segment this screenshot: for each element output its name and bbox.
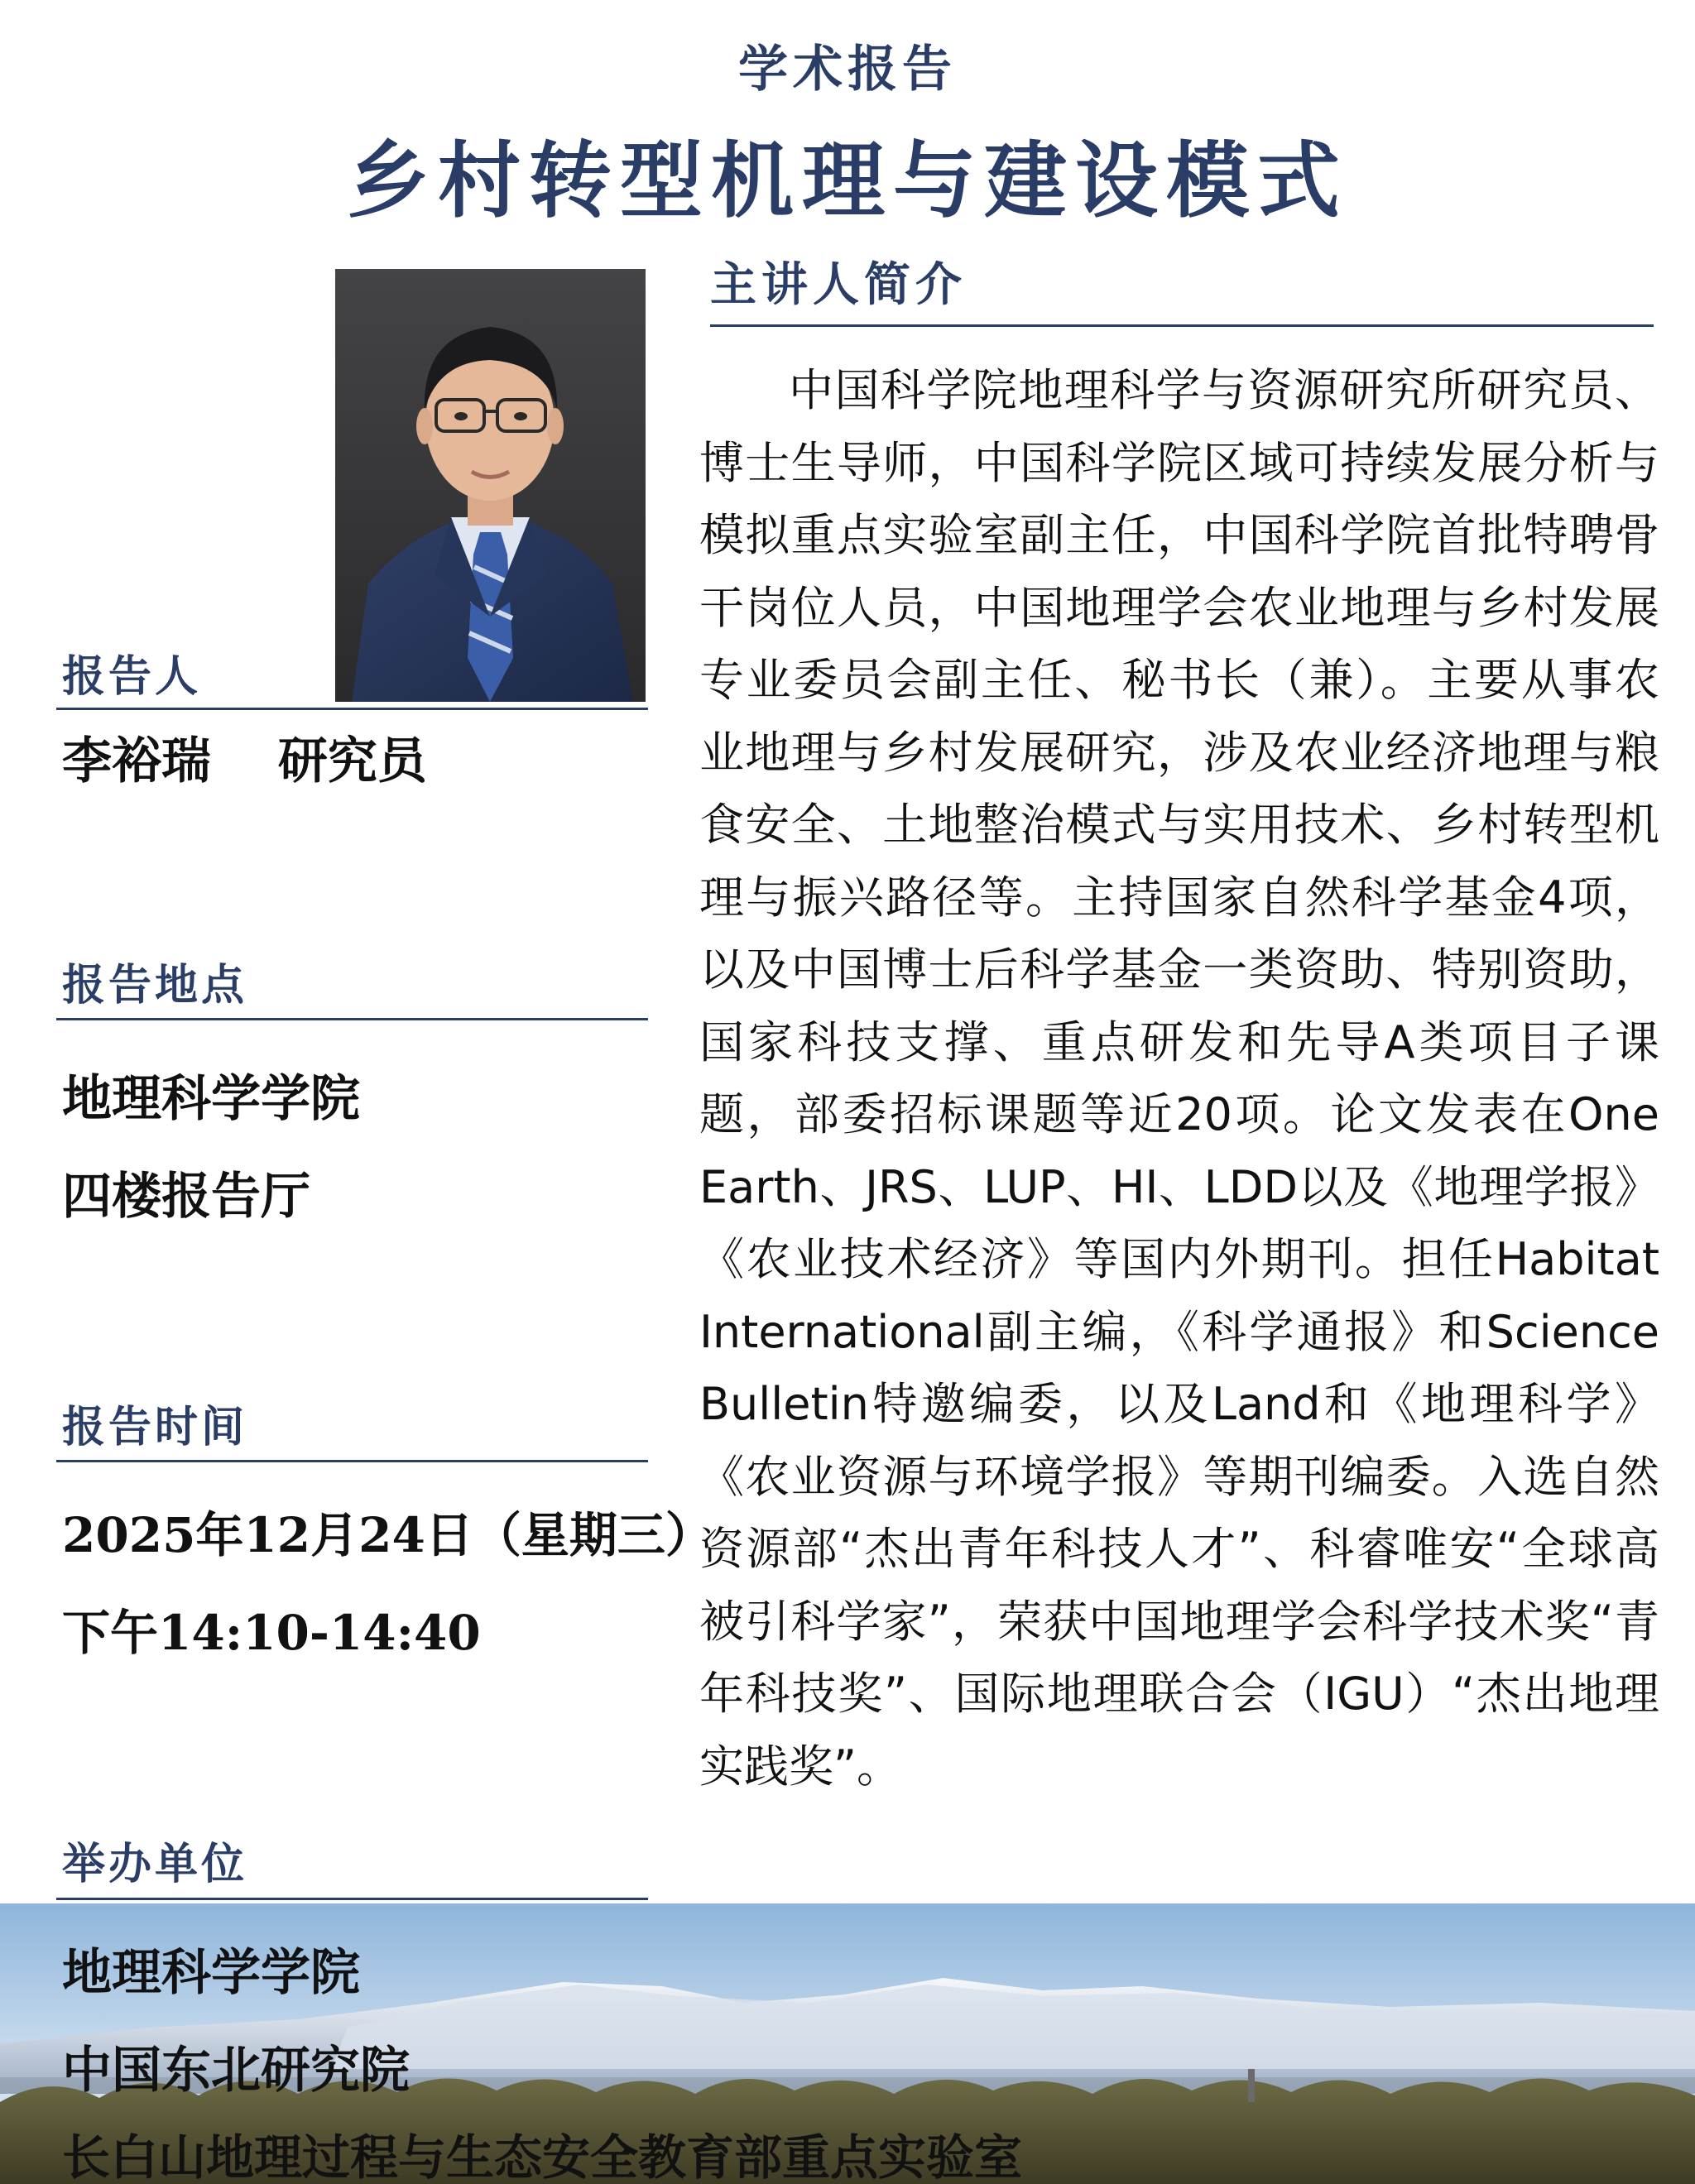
poster-title: 乡村转型机理与建设模式: [347, 132, 1348, 229]
time-rule: [56, 1460, 648, 1462]
bio-rule: [710, 324, 1654, 327]
time-label: 报告时间: [62, 1402, 248, 1452]
location-line-1: 地理科学学院: [62, 1070, 360, 1128]
bio-heading: 主讲人简介: [710, 257, 967, 312]
time-hours: 下午14:10-14:40: [62, 1605, 481, 1661]
organizer-1: 地理科学学院: [62, 1944, 360, 2002]
organizer-2: 中国东北研究院: [62, 2042, 410, 2100]
organizers-rule: [56, 1898, 648, 1900]
bio-text: 中国科学院地理科学与资源研究所研究员、博士生导师，中国科学院区域可持续发展分析与模拟重点实验室副主任，中国科学院首批特聘骨干岗位人员，中国地理学会农业地理与乡村发展专业委员会副主任、秘书长（兼）。主要从事农业地理与乡村发展研究，涉及农业经济地理与粮食安全、土地整治模式与实用技术、乡村转型机理与振兴路径等。主持国家自然科学基金4项，以及中国博士后科学基金一类资助、特别资助，国家科技支撑、重点研发和先导A类项目子课题，部委招标课题等近20项。论文发表在One Earth、JRS、LUP、HI、LDD以及《地理学报》《农业技术经济》等国内外期刊。担任Habitat International副主编，《科学通报》和Science Bulletin特邀编委，以及Land和《地理科学》《农业资源与环境学报》等期刊编委。入选自然资源部“杰出青年科技人才”、科睿唯安“全球高被引科学家”，荣获中国地理学会科学技术奖“青年科技奖”、国际地理联合会（IGU）“杰出地理实践奖”。: [699, 364, 1659, 1793]
organizers-label: 举办单位: [62, 1839, 248, 1889]
speaker-photo: [335, 269, 646, 702]
poster-category: 学术报告: [738, 41, 957, 98]
organizer-3: 长白山地理过程与生态安全教育部重点实验室: [62, 2129, 1023, 2184]
speaker-rule: [56, 708, 648, 710]
location-rule: [56, 1018, 648, 1020]
speaker-name: 李裕瑞 研究员: [62, 732, 427, 790]
location-line-2: 四楼报告厅: [62, 1168, 310, 1226]
speaker-label: 报告人: [62, 651, 202, 702]
time-date: 2025年12月24日（星期三）: [62, 1507, 713, 1563]
location-label: 报告地点: [62, 960, 248, 1010]
